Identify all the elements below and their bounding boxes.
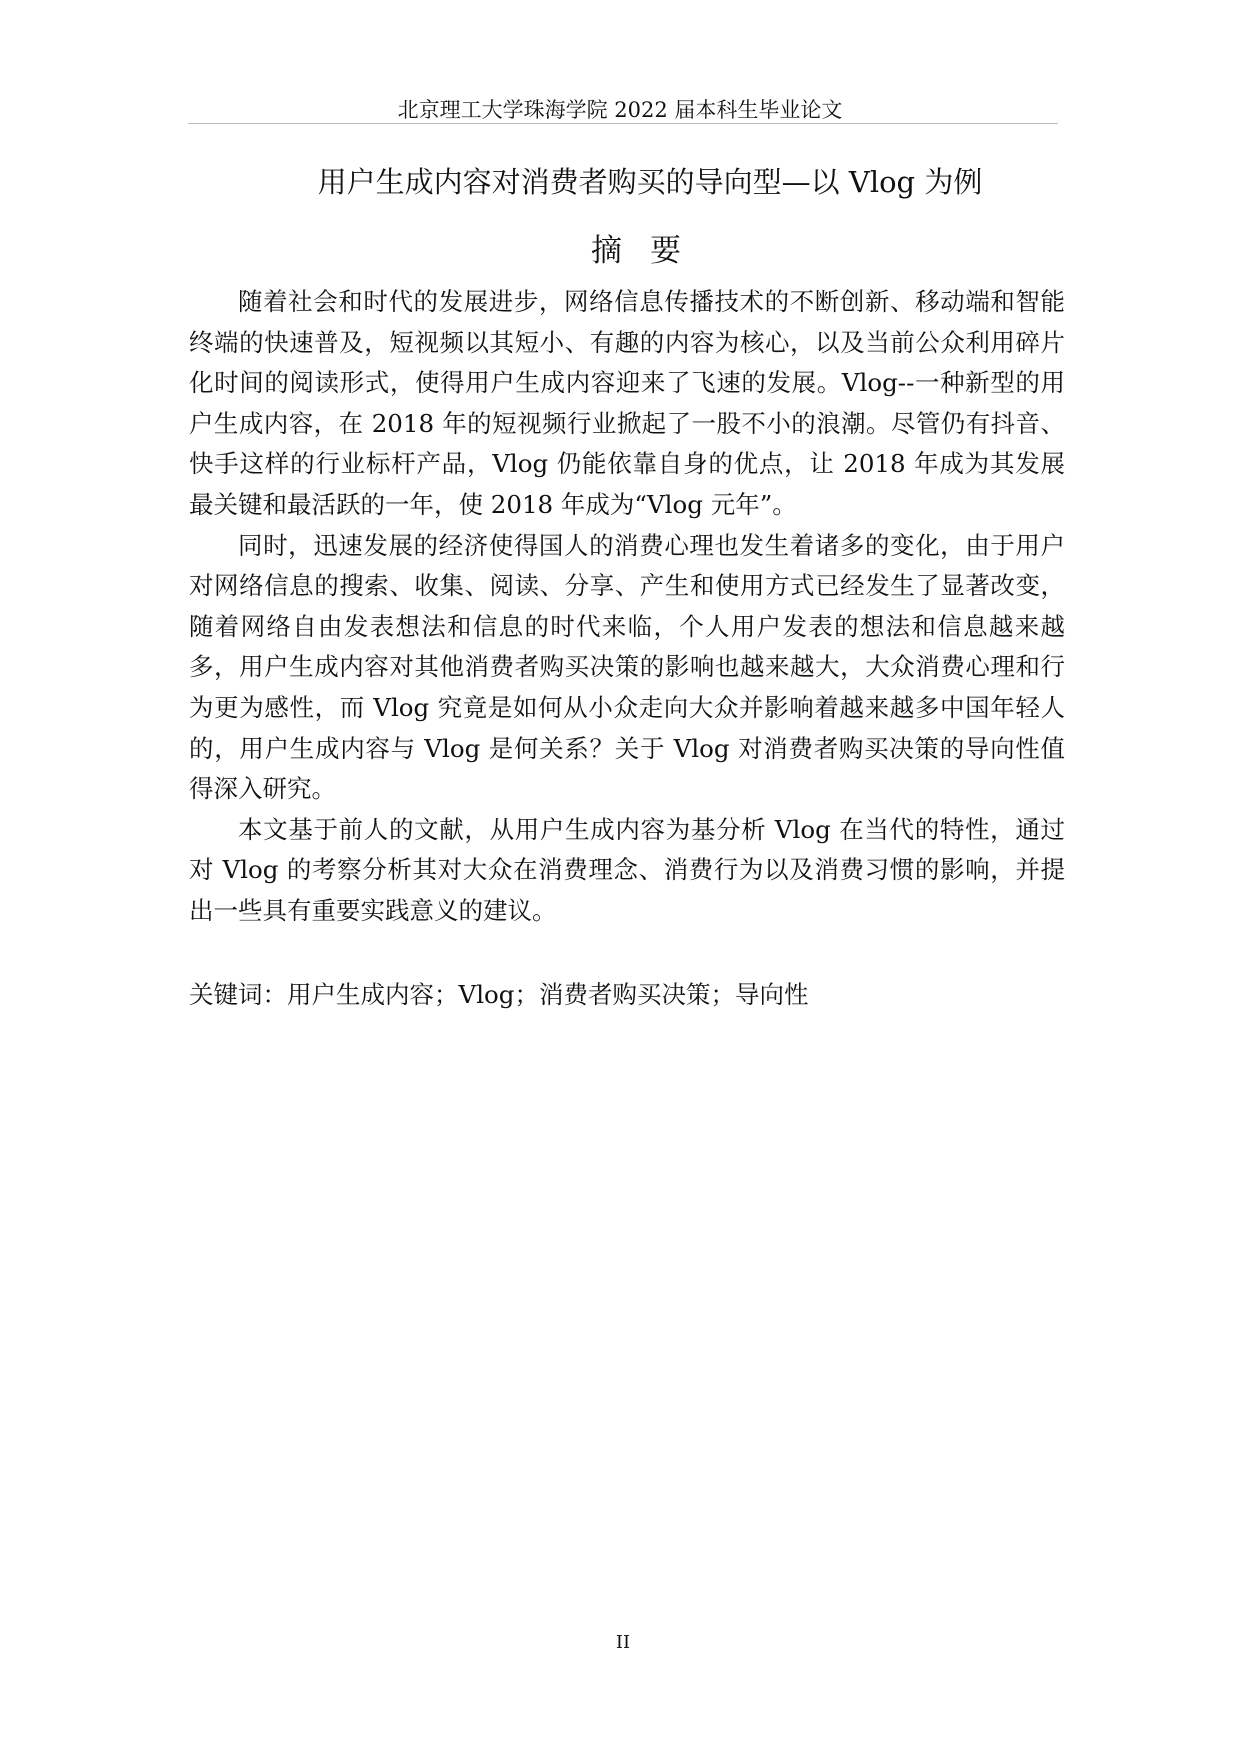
thesis-title: 用户生成内容对消费者购买的导向型—以 Vlog 为例 (317, 165, 983, 199)
header-rule (188, 123, 1058, 124)
abstract-body (189, 282, 1065, 932)
abstract-paragraph: 同时，迅速发展的经济使得国人的消费心理也发生着诸多的变化，由于用户对网络信息的搜索、收集、阅读、分享、产生和使用方式已经发生了显著改变，随着网络自由发表想法和信息的时代来临，个人用户发表的想法和信息越来越多，用户生成内容对其他消费者购买决策的影响也越来越大，大众消费心理和行为更为感性，而 Vlog 究竟是如何从小众走向大众并影响着越来越多中国年轻人的，用户生成内容与 Vlog 是何关系？关于 Vlog 对消费者购买决策的导向性值得深入研究。 (189, 530, 1065, 804)
running-header: 北京理工大学珠海学院 2022 届本科生毕业论文 (397, 98, 843, 122)
page-number: II (615, 1632, 631, 1653)
abstract-heading: 摘要 (591, 233, 709, 269)
abstract-paragraph: 随着社会和时代的发展进步，网络信息传播技术的不断创新、移动端和智能终端的快速普及，短视频以其短小、有趣的内容为核心，以及当前公众利用碎片化时间的阅读形式，使得用户生成内容迎来了飞速的发展。Vlog--一种新型的用户生成内容，在 2018 年的短视频行业掀起了一股不小的浪潮。尽管仍有抖音、快手这样的行业标杆产品，Vlog 仍能依靠自身的优点，让 2018 年成为其发展最关键和最活跃的一年，使 2018 年成为“Vlog 元年”。 (189, 287, 1065, 519)
keywords: 关键词：用户生成内容；Vlog；消费者购买决策；导向性 (189, 980, 809, 1009)
abstract-paragraph: 本文基于前人的文献，从用户生成内容为基分析 Vlog 在当代的特性，通过对 Vlog 的考察分析其对大众在消费理念、消费行为以及消费习惯的影响，并提出一些具有重要实践意义的建议。 (189, 814, 1065, 925)
